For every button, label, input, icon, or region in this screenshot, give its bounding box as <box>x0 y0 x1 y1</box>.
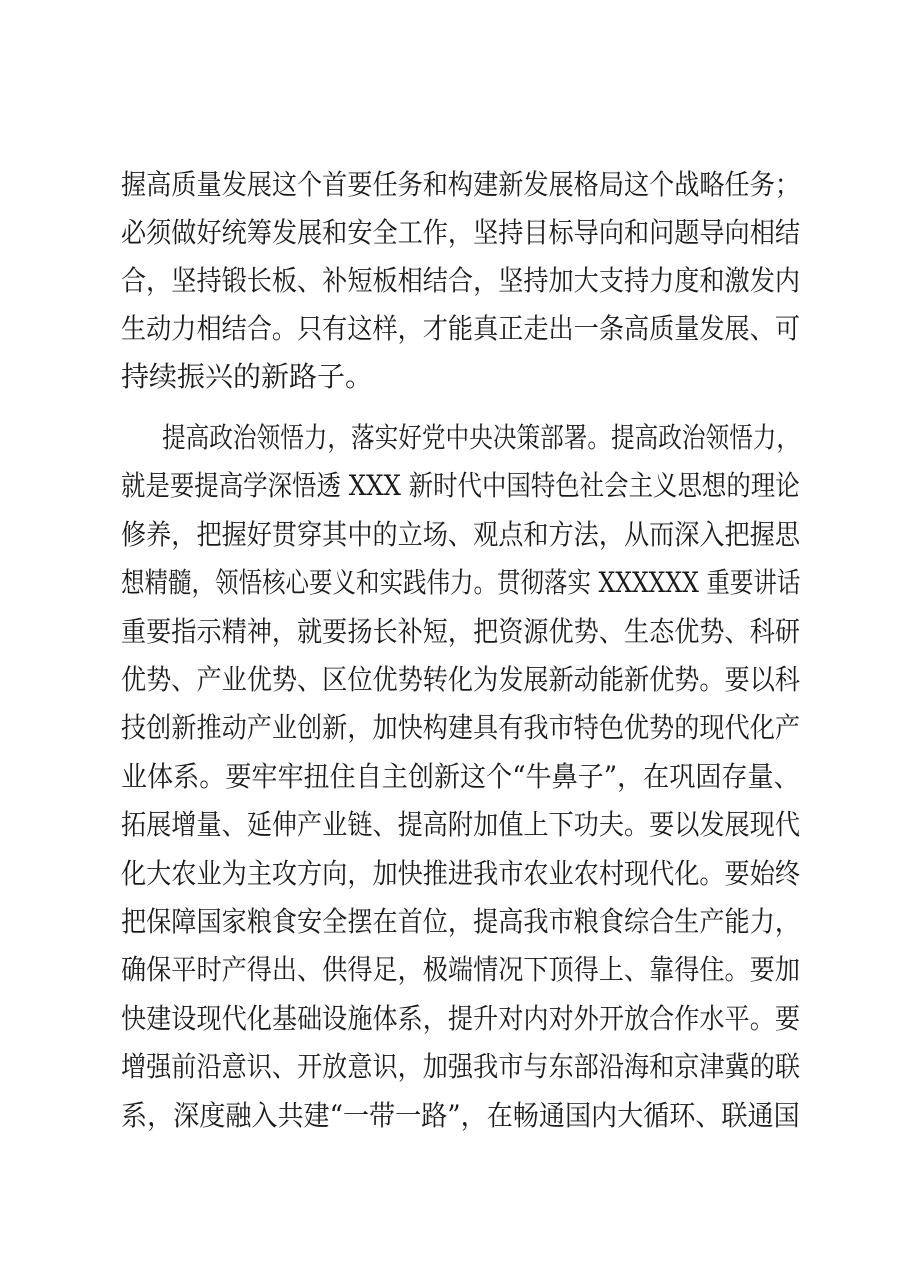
paragraph-2-line-5: 重要指示精神，就要扬长补短，把资源优势、生态优势、科研 <box>121 615 801 648</box>
paragraph-2-line-12: 确保平时产得出、供得足，极端情况下顶得上、靠得住。要加 <box>121 953 801 986</box>
paragraph-2-line-13: 快建设现代化基础设施体系，提升对内对外开放合作水平。要 <box>121 1002 801 1035</box>
paragraph-1-line-4: 生动力相结合。只有这样，才能真正走出一条高质量发展、可 <box>121 312 801 345</box>
paragraph-2-line-3: 修养，把握好贯穿其中的立场、观点和方法，从而深入把握思 <box>121 518 801 551</box>
paragraph-1-line-3: 合，坚持锻长板、补短板相结合，坚持加大支持力度和激发内 <box>121 264 801 297</box>
paragraph-2-line-4: 想精髓，领悟核心要义和实践伟力。贯彻落实 XXXXXX 重要讲话 <box>121 566 801 599</box>
paragraph-2-line-2: 就是要提高学深悟透 XXX 新时代中国特色社会主义思想的理论 <box>121 469 800 502</box>
paragraph-2-line-1: 提高政治领悟力，落实好党中央决策部署。提高政治领悟力， <box>162 421 801 454</box>
paragraph-1-line-1: 握高质量发展这个首要任务和构建新发展格局这个战略任务； <box>121 168 801 201</box>
paragraph-2-line-10: 化大农业为主攻方向，加快推进我市农业农村现代化。要始终 <box>121 857 801 890</box>
paragraph-2-line-15: 系，深度融入共建“一带一路”，在畅通国内大循环、联通国 <box>121 1099 800 1132</box>
paragraph-2-line-8: 业体系。要牢牢扭住自主创新这个“牛鼻子”，在巩固存量、 <box>121 760 800 793</box>
paragraph-2-line-11: 把保障国家粮食安全摆在首位，提高我市粮食综合生产能力， <box>121 905 801 938</box>
paragraph-2-line-14: 增强前沿意识、开放意识，加强我市与东部沿海和京津冀的联 <box>121 1050 801 1083</box>
paragraph-2-line-9: 拓展增量、延伸产业链、提高附加值上下功夫。要以发展现代 <box>121 808 801 841</box>
paragraph-1-line-2: 必须做好统筹发展和安全工作，坚持目标导向和问题导向相结 <box>121 216 801 249</box>
paragraph-2-line-7: 技创新推动产业创新，加快构建具有我市特色优势的现代化产 <box>121 711 801 744</box>
paragraph-1-line-5: 持续振兴的新路子。 <box>121 360 374 393</box>
paragraph-2-line-6: 优势、产业优势、区位优势转化为发展新动能新优势。要以科 <box>121 663 801 696</box>
